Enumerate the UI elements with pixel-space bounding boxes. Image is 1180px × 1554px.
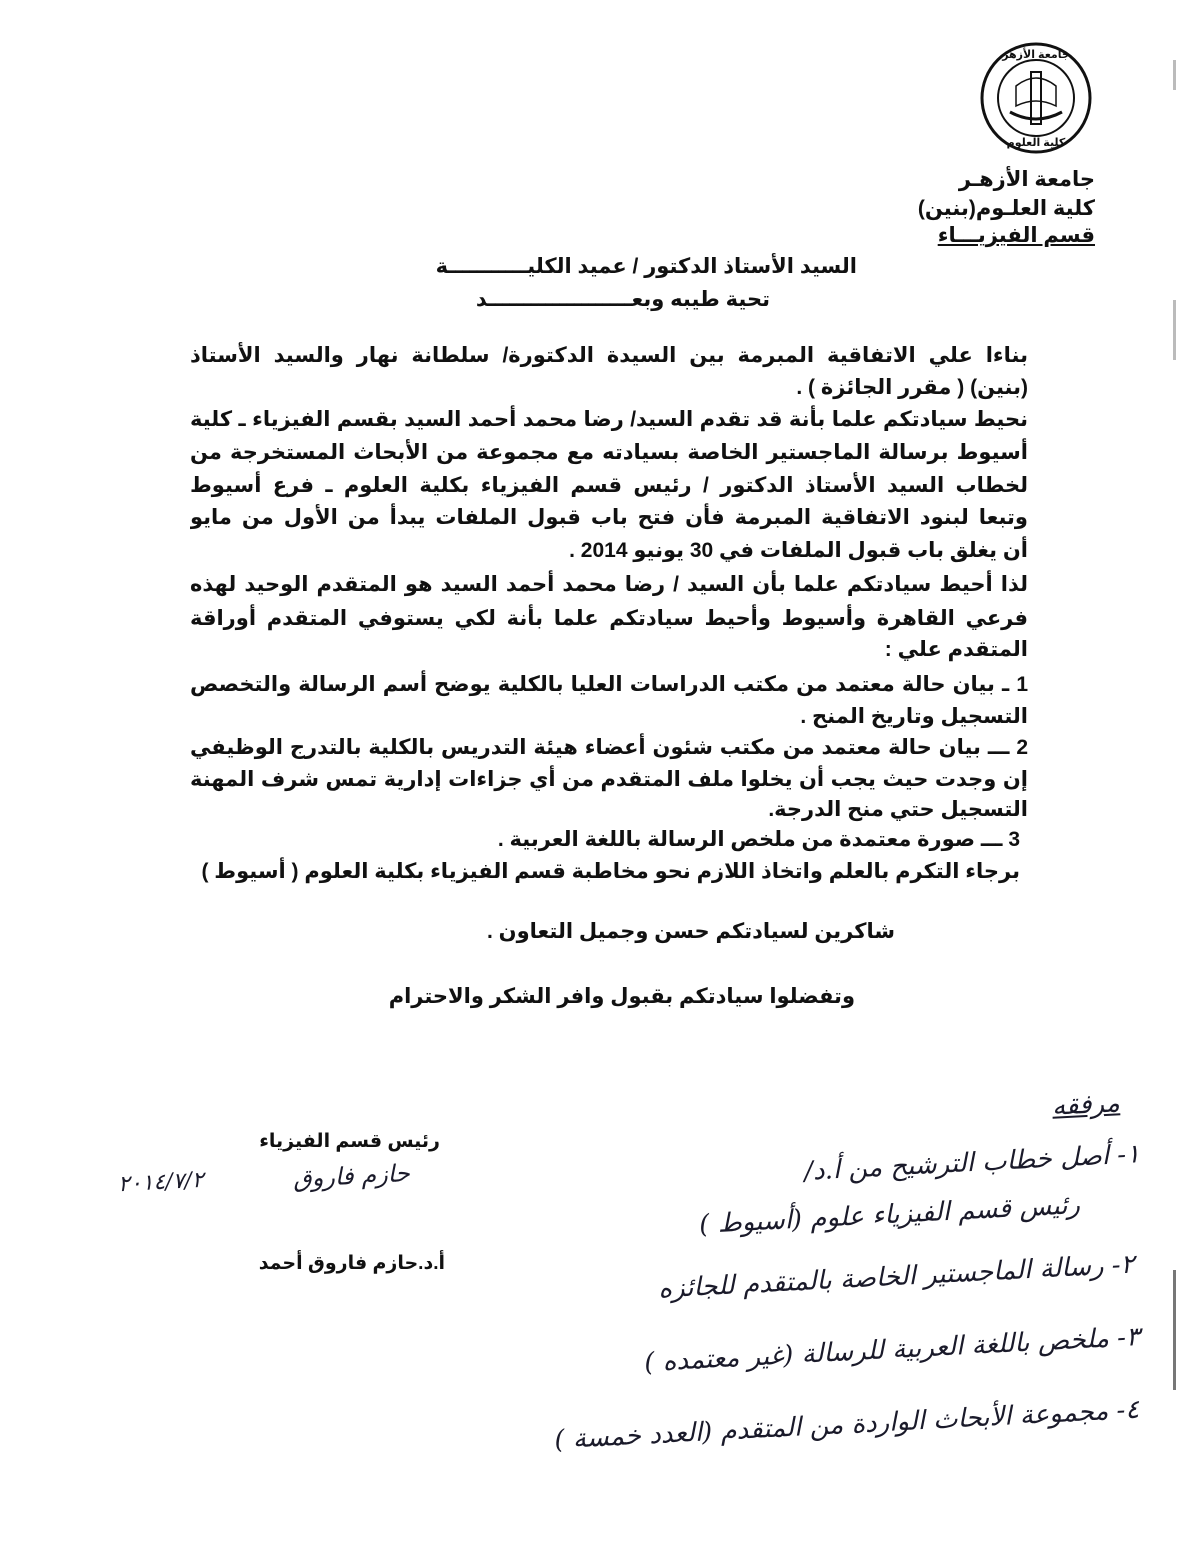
handwritten-note: ٣- ملخص باللغة العربية للرسالة (غير معتمده ) [643,1322,1141,1378]
body-line: المتقدم علي : [884,638,1028,661]
body-line: أسيوط برسالة الماجستير الخاصة بسيادته مع مجموعة من الأبحاث المستخرجة من [190,441,1028,464]
handwritten-note: ٢- رسالة الماجستير الخاصة بالمتقدم للجائزه [657,1249,1136,1305]
university-name: جامعة الأزهـر [958,168,1095,191]
body-line: 3 ـــ صورة معتمدة من ملخص الرسالة باللغة العربية . [497,828,1020,851]
signatory-name: أ.د.حازم فاروق أحمد [258,1253,445,1274]
scan-edge-mark [1173,1270,1176,1390]
body-line: (بنين) ( مقرر الجائزة ) . [796,376,1028,399]
body-line: أن يغلق باب قبول الملفات في 30 يونيو 2014 . [569,539,1028,562]
body-line: برجاء التكرم بالعلم واتخاذ اللازم نحو مخاطبة قسم الفيزياء بكلية العلوم ( أسيوط ) [201,860,1020,883]
department-name: قسم الفيزيـــاء [937,224,1095,247]
handwritten-note: رئيس قسم الفيزياء علوم (أسيوط ) [698,1190,1081,1240]
signature-title: رئيس قسم الفيزياء [259,1131,440,1152]
body-line: نحيط سيادتكم علما بأنة قد تقدم السيد/ رضا محمد أحمد السيد بقسم الفيزياء ـ كلية [190,408,1028,431]
handwritten-signature-date: ٢٠١٤/٧/٢ [117,1167,205,1198]
greeting: تحية طيبه وبعــــــــــــــــــــد [475,288,770,311]
handwritten-note: ١- أصل خطاب الترشيح من أ.د/ [803,1139,1141,1187]
body-line: التسجيل وتاريخ المنح . [800,705,1028,728]
thanks-line: شاكرين لسيادتكم حسن وجميل التعاون . [486,920,895,943]
body-line: لخطاب السيد الأستاذ الدكتور / رئيس قسم الفيزياء بكلية العلوم ـ فرع أسيوط [190,474,1028,497]
body-line: 2 ـــ بيان حالة معتمد من مكتب شئون أعضاء هيئة التدريس بالكلية بالتدرج الوظيفي [190,736,1028,759]
body-line: فرعي القاهرة وأسيوط وأحيط سيادتكم علما بأنة لكي يستوفي المتقدم أوراقة [190,607,1028,630]
faculty-name: كلية العلـوم(بنين) [917,197,1095,220]
body-line: وتبعا لبنود الاتفاقية المبرمة فأن فتح باب قبول الملفات يبدأ من الأول من مايو [190,506,1028,529]
body-line: التسجيل حتي منح الدرجة. [768,798,1028,821]
body-line: بناءا علي الاتفاقية المبرمة بين السيدة الدكتورة/ سلطانة نهار والسيد الأستاذ [190,344,1028,367]
scan-edge-mark [1173,300,1176,360]
body-line: لذا أحيط سيادتكم علما بأن السيد / رضا محمد أحمد السيد هو المتقدم الوحيد لهذه [190,573,1028,596]
closing-line: وتفضلوا سيادتكم بقبول وافر الشكر والاحترام [388,985,855,1008]
body-line: 1 ـ بيان حالة معتمد من مكتب الدراسات العليا بالكلية يوضح أسم الرسالة والتخصص [190,673,1028,696]
addressee: السيد الأستاذ الدكتور / عميد الكليـــــــــــة [435,255,857,278]
svg-text:كلية العلوم: كلية العلوم [1006,137,1066,149]
scan-edge-mark [1173,60,1176,90]
handwritten-signature-name: حازم فاروق [292,1158,411,1194]
body-line: إن وجدت حيث يجب أن يخلوا ملف المتقدم من أي جزاءات إدارية تمس شرف المهنة [190,768,1028,791]
svg-text:جامعة الأزهر: جامعة الأزهر [1002,49,1070,61]
handwritten-attachments-heading: مرفقه [1051,1088,1121,1122]
university-seal-logo [980,42,1092,154]
handwritten-note: ٤- مجموعة الأبحاث الواردة من المتقدم (العدد خمسة ) [554,1394,1141,1456]
